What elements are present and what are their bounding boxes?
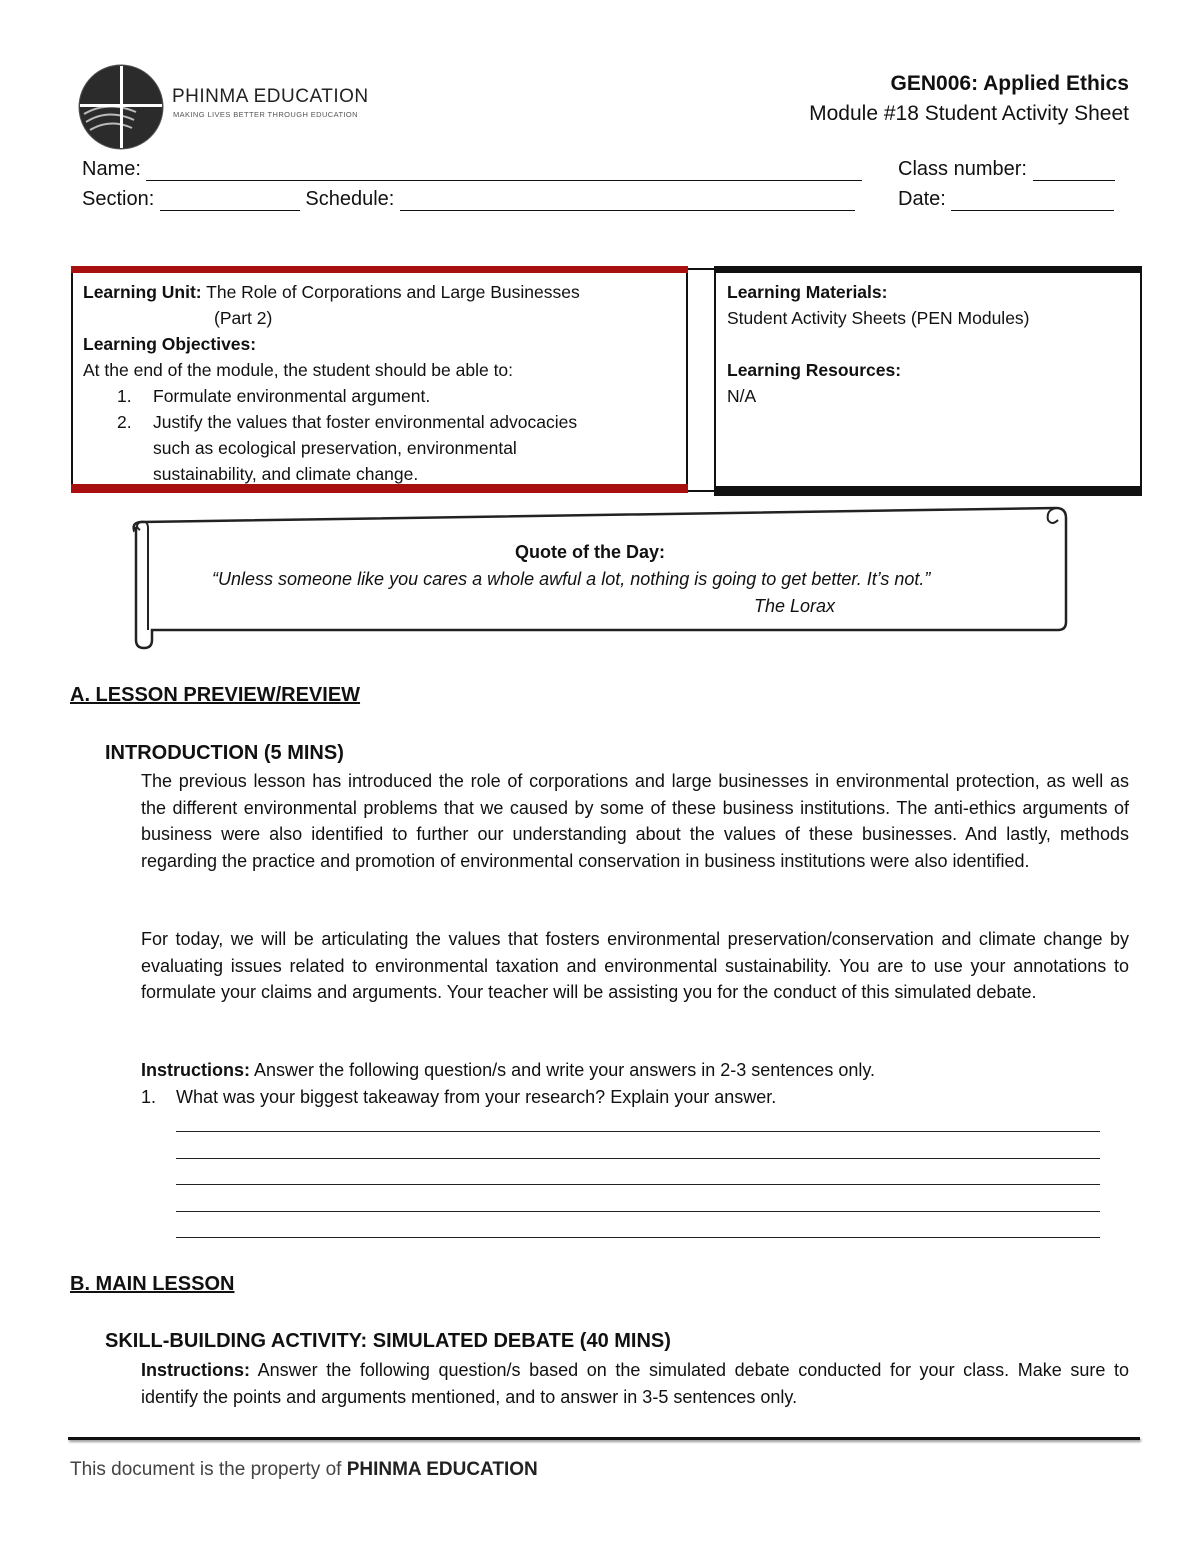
instructions-a — [141, 1057, 1129, 1084]
introduction-heading: INTRODUCTION (5 MINS) — [105, 742, 344, 764]
quote-label: Quote of the Day: — [514, 542, 665, 562]
learning-unit-label: Learning Unit: — [83, 282, 202, 302]
instructions-label: Instructions: — [141, 1060, 251, 1080]
section-a-heading: A. LESSON PREVIEW/REVIEW — [70, 684, 361, 706]
name-blank[interactable] — [146, 160, 862, 181]
red-bar-top — [71, 266, 688, 273]
objective-item: 2. Justify the values that foster environmental advocacies — [117, 412, 578, 432]
learning-materials-label: Learning Materials: — [727, 282, 888, 302]
learning-unit-title-part: (Part 2) — [214, 308, 273, 328]
learning-materials-box — [714, 266, 1142, 496]
footer-rule — [68, 1437, 1140, 1440]
objective-item: 1. Formulate environmental argument. — [117, 386, 431, 406]
schedule-label: Schedule: — [305, 188, 395, 210]
introduction-paragraph-1: The previous lesson has introduced the role of corporations and large businesses in environmental protection, as well as the different environmental problems that we caused by some of these business institutions. The anti-ethics arguments of business were also identified to further our understanding about the values of these businesses. And lastly, methods regarding the practice and promotion of environmental conservation in business institutions were also identified. — [141, 771, 1129, 871]
answer-line[interactable] — [176, 1158, 1100, 1159]
quote-block — [200, 539, 980, 620]
introduction-paragraph-2: For today, we will be articulating the values that fosters environmental preservation/conservation and climate change by evaluating issues related to environmental taxation and environmental sustainability. You are to use your annotations to formulate your claims and arguments. Your teacher will be assisting you for the conduct of this simulated debate. — [141, 929, 1129, 1002]
logo-tagline: MAKING LIVES BETTER THROUGH EDUCATION — [173, 110, 358, 119]
schedule-blank[interactable] — [400, 190, 855, 211]
skill-building-heading: SKILL-BUILDING ACTIVITY: SIMULATED DEBATE (40 MINS) — [105, 1330, 671, 1352]
instructions-text: Answer the following question/s and write your answers in 2-3 sentences only. — [254, 1060, 876, 1080]
quote-author: The Lorax — [754, 596, 836, 616]
instructions-label: Instructions: — [141, 1360, 251, 1380]
learning-resources-value: N/A — [727, 386, 757, 406]
name-label: Name: — [82, 158, 141, 180]
section-field — [82, 188, 855, 211]
black-bar-top — [714, 266, 1142, 273]
quote-text: “Unless someone like you cares a whole awful a lot, nothing is going to get better. It’s not.” — [212, 569, 931, 589]
section-blank[interactable] — [160, 190, 300, 211]
objectives-intro: At the end of the module, the student should be able to: — [83, 360, 514, 380]
learning-materials-value: Student Activity Sheets (PEN Modules) — [727, 308, 1030, 328]
learning-unit-title: The Role of Corporations and Large Businesses — [206, 282, 580, 302]
instructions-b — [141, 1357, 1129, 1410]
answer-line[interactable] — [176, 1211, 1100, 1212]
answer-line[interactable] — [176, 1131, 1100, 1132]
learning-unit-box — [71, 266, 688, 493]
phinma-logo-icon — [78, 64, 164, 150]
objective-item-cont: sustainability, and climate change. — [153, 464, 419, 484]
date-field — [898, 188, 1114, 211]
footer-prefix: This document is the property of — [70, 1459, 342, 1480]
section-label: Section: — [82, 188, 155, 210]
logo-wordmark: PHINMA EDUCATION — [172, 86, 369, 107]
instructions-text: Answer the following question/s based on the simulated debate conducted for your class. Make sure to identify the points and arguments mentioned, and to answer in 3-5 sentences only. — [141, 1360, 1129, 1407]
black-bar-bottom — [714, 486, 1142, 496]
date-blank[interactable] — [951, 190, 1114, 211]
course-title: GEN006: Applied Ethics — [890, 72, 1129, 95]
footer-text — [70, 1459, 538, 1481]
class-number-blank[interactable] — [1033, 160, 1115, 181]
footer-owner: PHINMA EDUCATION — [346, 1459, 538, 1480]
answer-line[interactable] — [176, 1237, 1100, 1238]
module-title: Module #18 Student Activity Sheet — [809, 102, 1129, 125]
learning-objectives-label: Learning Objectives: — [83, 334, 257, 354]
date-label: Date: — [898, 188, 946, 210]
class-number-field — [898, 158, 1115, 181]
question-1 — [141, 1084, 1129, 1111]
question-text: What was your biggest takeaway from your research? Explain your answer. — [176, 1087, 777, 1107]
question-number: 1. — [141, 1087, 157, 1107]
objective-item-cont: such as ecological preservation, environmental — [153, 438, 517, 458]
learning-resources-label: Learning Resources: — [727, 360, 902, 380]
answer-line[interactable] — [176, 1184, 1100, 1185]
class-number-label: Class number: — [898, 158, 1027, 180]
box-divider — [688, 268, 714, 492]
section-b-heading: B. MAIN LESSON — [70, 1273, 235, 1295]
name-field — [82, 158, 862, 181]
